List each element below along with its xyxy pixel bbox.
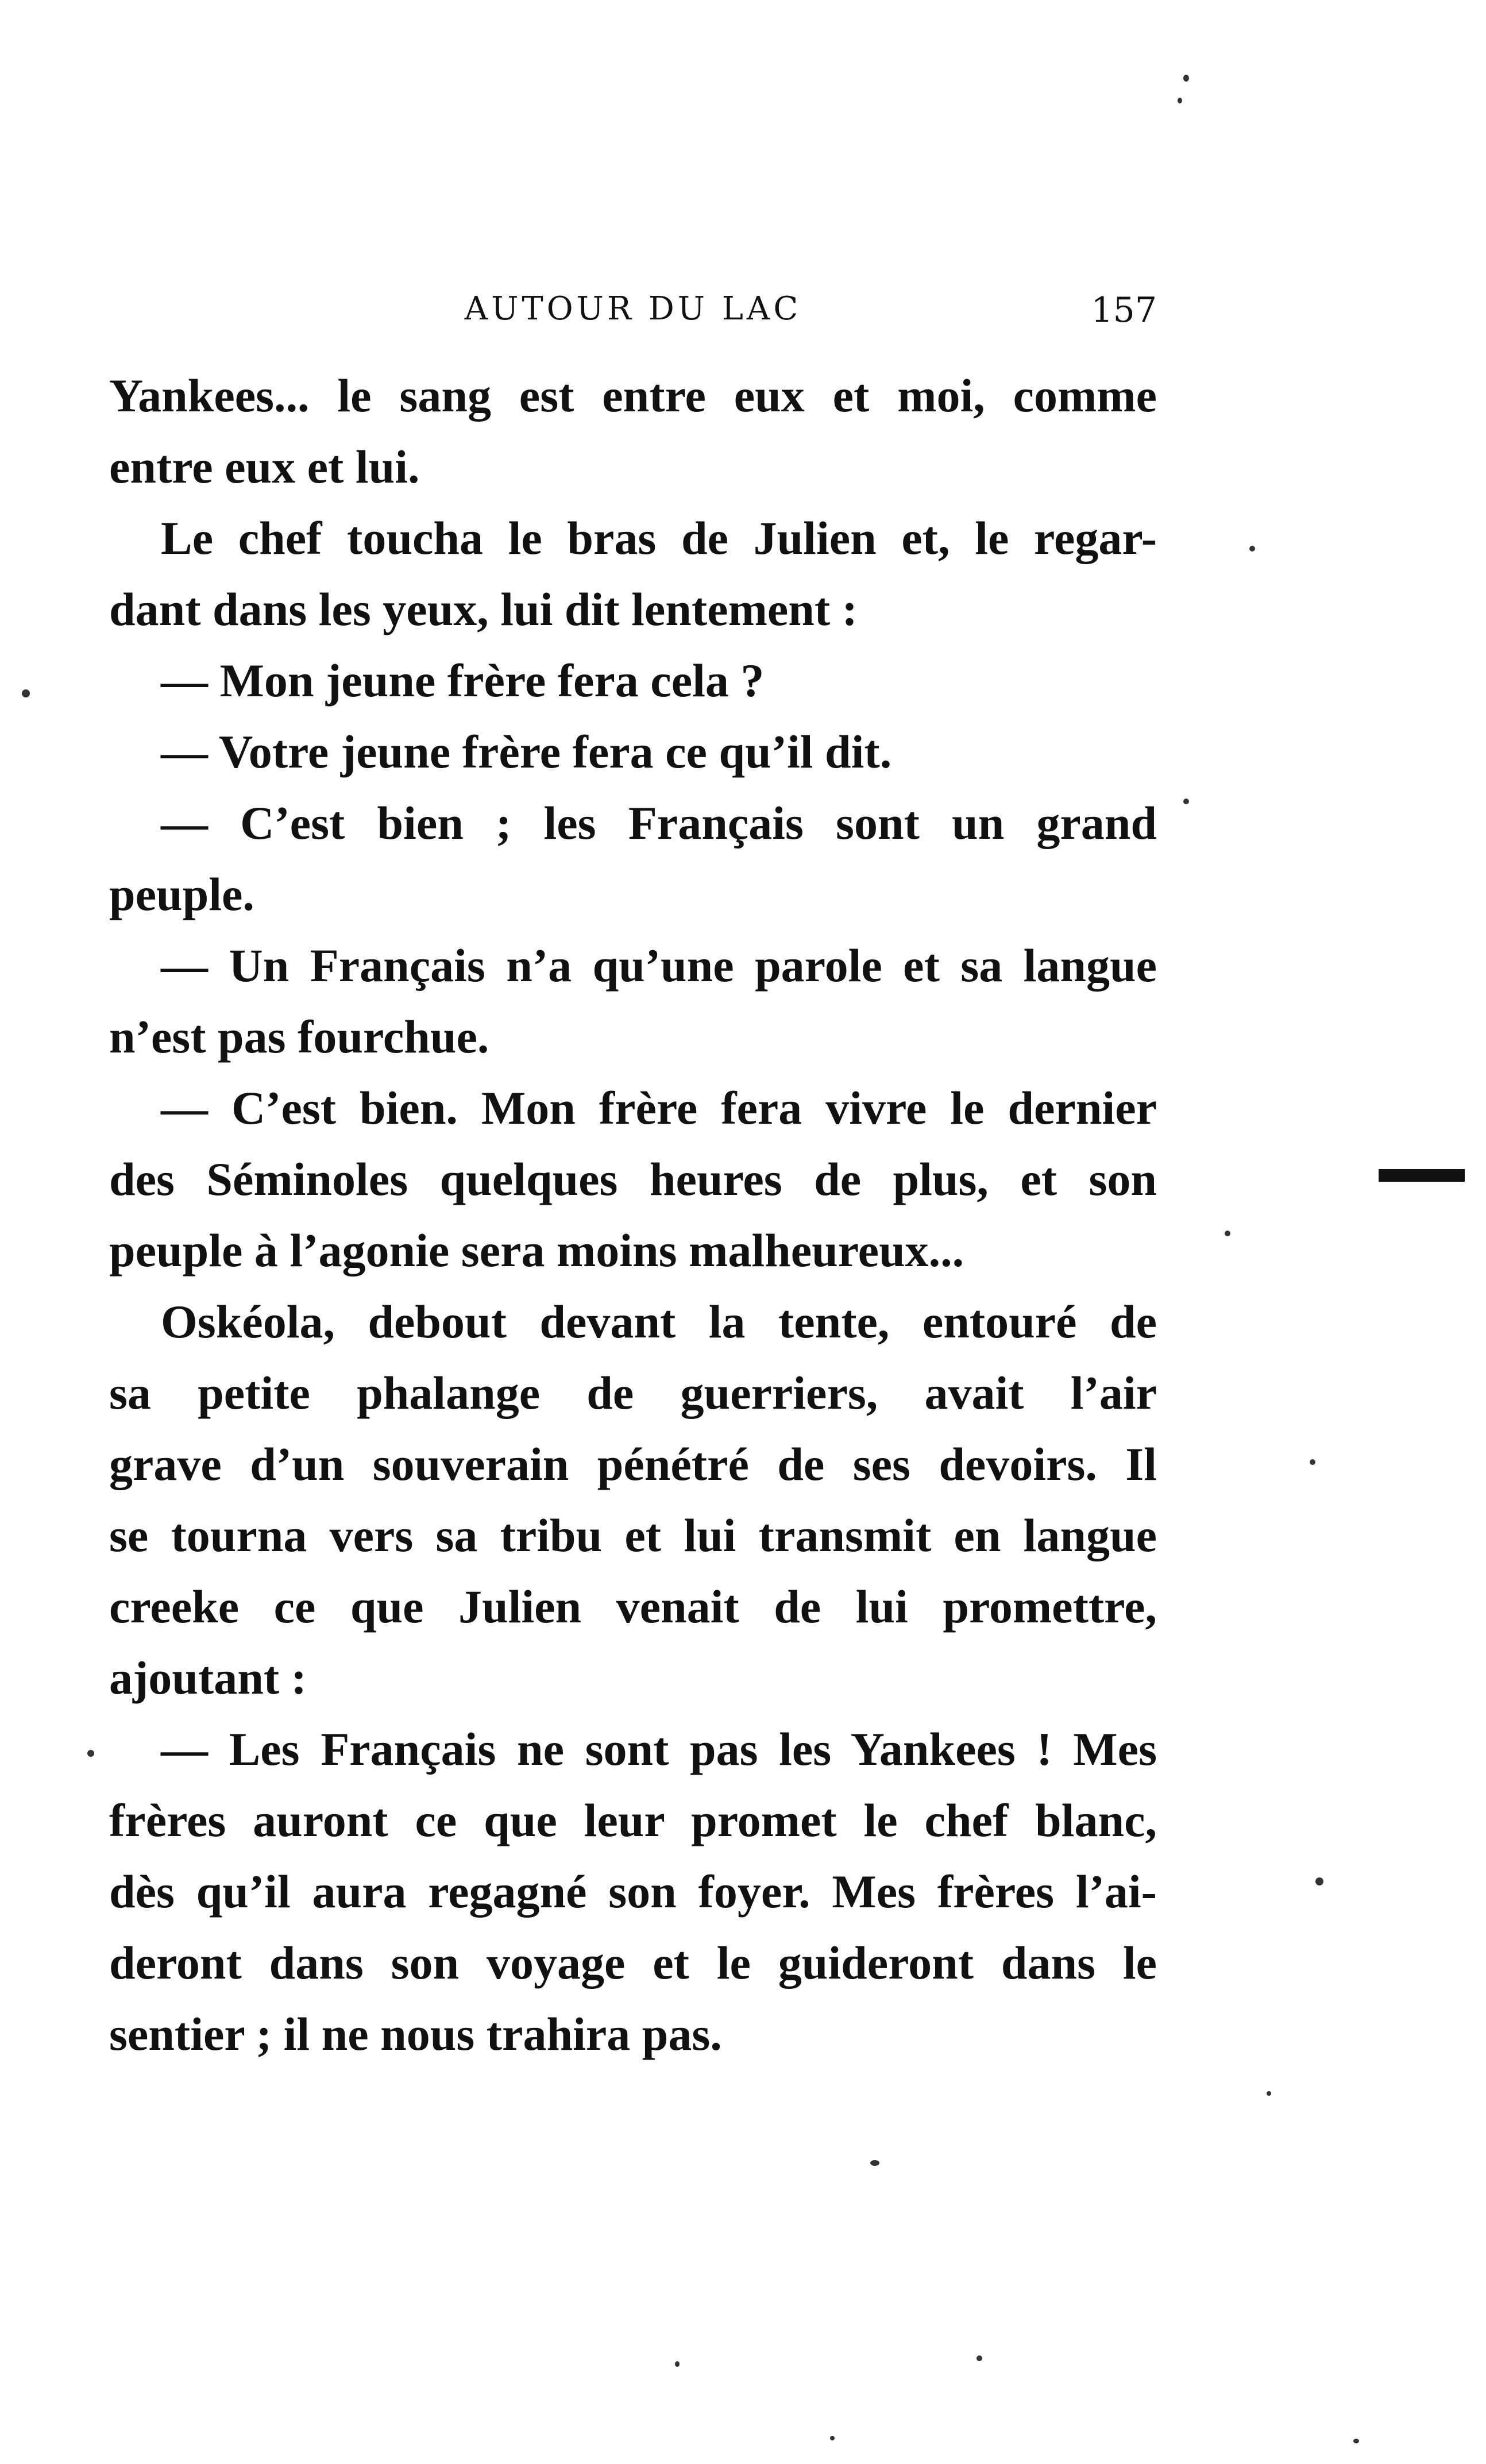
- text-line: Oskéola, debout devant la tente, entouré de: [161, 1295, 1157, 1348]
- text-line: — Votre jeune frère fera ce qu’il dit.: [161, 726, 892, 778]
- ink-speck: [870, 2160, 879, 2166]
- text-line: — C’est bien ; les Français sont un grand: [161, 797, 1157, 849]
- ink-speck: [1267, 2091, 1271, 2096]
- text-line: peuple à l’agonie sera moins malheureux...: [109, 1224, 964, 1277]
- text-line: se tourna vers sa tribu et lui transmit en langue: [109, 1509, 1157, 1561]
- text-line: Le chef toucha le bras de Julien et, le regar-: [161, 512, 1157, 564]
- text-line: grave d’un souverain pénétré de ses devoirs. Il: [109, 1438, 1157, 1490]
- text-line: creeke ce que Julien venait de lui promettre,: [109, 1580, 1157, 1633]
- ink-speck: [976, 2355, 982, 2361]
- text-line: — Un Français n’a qu’une parole et sa langue: [161, 939, 1157, 992]
- page-number: 157: [1091, 290, 1157, 330]
- ink-speck: [675, 2361, 680, 2367]
- ink-speck: [22, 689, 30, 697]
- ink-speck: [1225, 1231, 1230, 1236]
- ink-speck: [1183, 75, 1189, 82]
- ink-speck: [830, 2436, 835, 2440]
- text-line: peuple.: [109, 868, 254, 920]
- text-line: — C’est bien. Mon frère fera vivre le dernier: [161, 1082, 1157, 1134]
- text-line: entre eux et lui.: [109, 441, 420, 493]
- ink-speck: [1315, 1877, 1323, 1885]
- text-line: sa petite phalange de guerriers, avait l’air: [109, 1367, 1157, 1419]
- ink-speck: [1178, 98, 1182, 103]
- ink-speck: [1249, 546, 1255, 552]
- margin-ink-mark: [1379, 1169, 1465, 1182]
- text-line: sentier ; il ne nous trahira pas.: [109, 2008, 722, 2060]
- text-line: dès qu’il aura regagné son foyer. Mes frères l’ai-: [109, 1865, 1157, 1918]
- text-line: n’est pas fourchue.: [109, 1011, 489, 1063]
- page-header: [109, 290, 1157, 336]
- ink-speck: [1353, 2439, 1359, 2443]
- text-line: — Mon jeune frère fera cela ?: [161, 654, 765, 707]
- text-line: dant dans les yeux, lui dit lentement :: [109, 583, 858, 635]
- running-title: AUTOUR DU LAC: [464, 290, 802, 327]
- text-line: des Séminoles quelques heures de plus, et son: [109, 1153, 1157, 1205]
- ink-speck: [1183, 799, 1189, 804]
- ink-speck: [1310, 1459, 1315, 1465]
- text-line: ajoutant :: [109, 1652, 307, 1704]
- text-line: Yankees... le sang est entre eux et moi, comme: [109, 369, 1157, 422]
- text-line: deront dans son voyage et le guideront dans le: [109, 1937, 1157, 1989]
- text-line: frères auront ce que leur promet le chef blanc,: [109, 1794, 1157, 1846]
- ink-speck: [87, 1750, 94, 1757]
- text-line: — Les Français ne sont pas les Yankees ! Mes: [161, 1723, 1157, 1775]
